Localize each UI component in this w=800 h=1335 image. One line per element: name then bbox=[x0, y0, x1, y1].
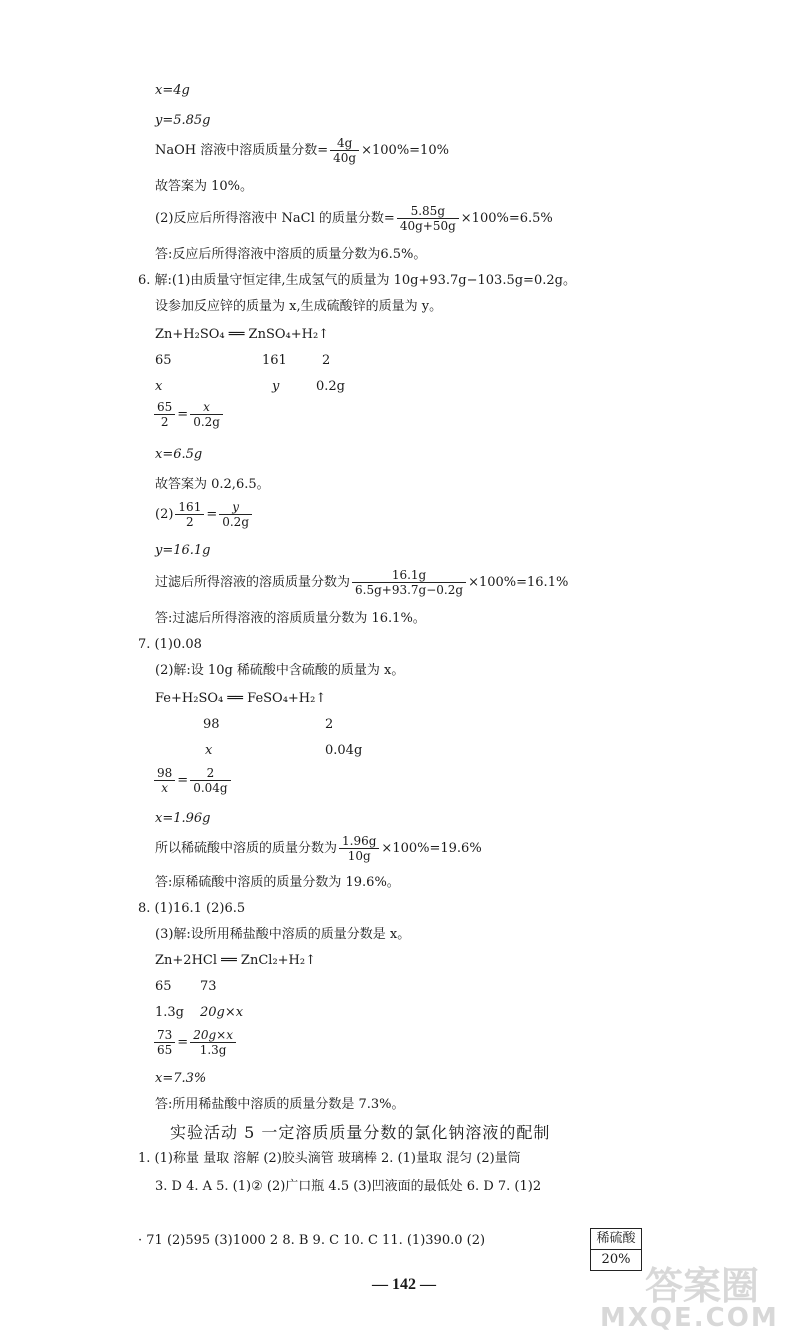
fraction-denominator: 0.2g bbox=[193, 415, 220, 429]
watermark-text-url: MXQE.COM bbox=[600, 1303, 779, 1333]
q8-mass-65: 65 bbox=[155, 979, 172, 994]
q8-answer: 答:所用稀盐酸中溶质的质量分数是 7.3%。 bbox=[155, 1097, 405, 1112]
naoh-fraction bbox=[330, 136, 359, 165]
fraction-denominator: 40g+50g bbox=[399, 219, 456, 233]
answers-line-1: 1. (1)称量 量取 溶解 (2)胶头滴管 玻璃棒 2. (1)量取 混匀 (2)量筒 bbox=[138, 1151, 521, 1166]
q6-filtrate-fraction bbox=[155, 568, 568, 598]
nacl-text: (2)反应后所得溶液中 NaCl 的质量分数= bbox=[155, 211, 395, 226]
fraction-2-0-04g bbox=[190, 766, 230, 795]
q6-y-result: y=16.1g bbox=[155, 543, 211, 558]
fraction-denominator: 2 bbox=[160, 415, 169, 429]
q6-var-0-2g: 0.2g bbox=[316, 379, 345, 394]
fraction-numerator: 5.85g bbox=[397, 204, 459, 219]
fraction-x-0-2g bbox=[190, 400, 223, 429]
fraction-numerator: 16.1g bbox=[352, 568, 466, 583]
q6-filtrate-result: ×100%=16.1% bbox=[468, 575, 569, 590]
q7-equation: Fe+H₂SO₄ ══ FeSO₄+H₂↑ bbox=[155, 691, 327, 706]
q6-part2-label: (2) bbox=[155, 507, 174, 522]
q8-part1-2: 8. (1)16.1 (2)6.5 bbox=[138, 901, 246, 916]
q7-acid-text: 所以稀硫酸中溶质的质量分数为 bbox=[155, 841, 338, 856]
q6-filtrate-text: 过滤后所得溶液的溶质质量分数为 bbox=[155, 575, 351, 590]
q6-proportion-2: (2) $\frac{161}{2}$ = $\frac{y}{0.2g}$ bbox=[155, 500, 254, 530]
q6-mass-65: 65 bbox=[155, 353, 172, 368]
line-y-value: y=5.85g bbox=[155, 113, 211, 128]
fraction-denominator: 65 bbox=[157, 1043, 173, 1057]
line-answer-6-5: 答:反应后所得溶液中溶质的质量分数为6.5%。 bbox=[155, 247, 427, 262]
fraction-161-2 bbox=[175, 500, 204, 529]
q6-mass-161: 161 bbox=[262, 353, 287, 368]
fraction-denominator: 10g bbox=[347, 849, 371, 863]
fraction-y-0-2g bbox=[219, 500, 252, 529]
fraction-numerator: 1.96g bbox=[339, 834, 379, 849]
fraction-73-65 bbox=[154, 1028, 175, 1057]
fraction-numerator: 4g bbox=[330, 136, 359, 151]
line-nacl-fraction bbox=[155, 204, 553, 234]
naoh-text: NaOH 溶液中溶质质量分数= bbox=[155, 143, 329, 158]
watermark-text-cn: 答案圈 bbox=[645, 1264, 760, 1308]
answers-line-2: 3. D 4. A 5. (1)② (2)广口瓶 4.5 (3)凹液面的最低处 6. D 7. (1)2 bbox=[155, 1179, 542, 1194]
q8-assume: (3)解:设所用稀盐酸中溶质的质量分数是 x。 bbox=[155, 927, 411, 942]
line-x-value: x=4g bbox=[155, 83, 190, 98]
fraction-98-x bbox=[154, 766, 175, 795]
filtrate-fraction bbox=[352, 568, 466, 597]
q6-assume: 设参加反应锌的质量为 x,生成硫酸锌的质量为 y。 bbox=[155, 299, 443, 314]
q7-mass-2: 2 bbox=[325, 717, 334, 732]
q6-equation: Zn+H₂SO₄ ══ ZnSO₄+H₂↑ bbox=[155, 327, 330, 342]
line-answer-10: 故答案为 10%。 bbox=[155, 179, 254, 194]
fraction-numerator: x bbox=[190, 400, 223, 415]
fraction-numerator: 65 bbox=[154, 400, 175, 415]
q7-acid-result: ×100%=19.6% bbox=[381, 841, 482, 856]
line-naoh-fraction bbox=[155, 136, 449, 166]
fraction-numerator: 98 bbox=[154, 766, 175, 781]
q6-var-y: y bbox=[272, 379, 280, 394]
fraction-denominator: x bbox=[161, 781, 169, 795]
fraction-numerator: 2 bbox=[190, 766, 230, 781]
q7-var-0-04g: 0.04g bbox=[325, 743, 363, 758]
q7-assume: (2)解:设 10g 稀硫酸中含硫酸的质量为 x。 bbox=[155, 663, 405, 678]
q7-answer: 答:原稀硫酸中溶质的质量分数为 19.6%。 bbox=[155, 875, 400, 890]
nacl-fraction bbox=[397, 204, 459, 233]
q8-x-result: x=7.3% bbox=[155, 1071, 207, 1086]
fraction-numerator: 73 bbox=[154, 1028, 175, 1043]
page-number: — 142 — bbox=[372, 1276, 436, 1293]
q6-mass-2: 2 bbox=[322, 353, 331, 368]
q8-var-20gx: 20g×x bbox=[200, 1005, 244, 1020]
q6-proportion-1: $\frac{65}{2}$ = $\frac{x}{0.2g}$ bbox=[152, 400, 225, 430]
q7-proportion: $\frac{98}{x}$ = $\frac{2}{0.04g}$ bbox=[152, 766, 233, 796]
q6-var-x: x bbox=[155, 379, 163, 394]
q6-answer-1: 故答案为 0.2,6.5。 bbox=[155, 477, 270, 492]
q6-x-result: x=6.5g bbox=[155, 447, 203, 462]
reagent-label-percent: 20% bbox=[601, 1252, 631, 1267]
acid-fraction bbox=[339, 834, 379, 863]
fraction-denominator: 0.2g bbox=[222, 515, 249, 529]
fraction-numerator: 20g×x bbox=[190, 1028, 236, 1043]
fraction-numerator: 161 bbox=[175, 500, 204, 515]
q7-mass-98: 98 bbox=[203, 717, 220, 732]
q8-proportion: $\frac{73}{65}$ = $\frac{20g\times x}{1.3g}$ bbox=[152, 1028, 238, 1058]
q6-answer-2: 答:过滤后所得溶液的溶质质量分数为 16.1%。 bbox=[155, 611, 426, 626]
fraction-20gx-1-3g bbox=[190, 1028, 236, 1057]
answers-line-3: · 71 (2)595 (3)1000 2 8. B 9. C 10. C 11. (1)390.0 (2) bbox=[138, 1233, 486, 1248]
reagent-label-name: 稀硫酸 bbox=[591, 1229, 641, 1250]
fraction-denominator: 40g bbox=[333, 151, 357, 165]
q8-var-1-3g: 1.3g bbox=[155, 1005, 184, 1020]
q8-equation: Zn+2HCl ══ ZnCl₂+H₂↑ bbox=[155, 953, 316, 968]
q7-part1: 7. (1)0.08 bbox=[138, 637, 202, 652]
fraction-denominator: 2 bbox=[186, 515, 194, 529]
q6-step1: 6. 解:(1)由质量守恒定律,生成氢气的质量为 10g+93.7g−103.5g=0.2g。 bbox=[138, 273, 576, 288]
fraction-denominator: 0.04g bbox=[193, 781, 228, 795]
q7-x-result: x=1.96g bbox=[155, 811, 211, 826]
q7-var-x: x bbox=[205, 743, 213, 758]
fraction-denominator: 6.5g+93.7g−0.2g bbox=[355, 583, 464, 597]
naoh-result: ×100%=10% bbox=[361, 143, 449, 158]
fraction-numerator: y bbox=[219, 500, 252, 515]
section-title: 实验活动 5 一定溶质质量分数的氯化钠溶液的配制 bbox=[170, 1123, 551, 1142]
q7-acid-fraction bbox=[155, 834, 482, 864]
q8-mass-73: 73 bbox=[200, 979, 217, 994]
watermark-logo bbox=[595, 1255, 795, 1335]
nacl-result: ×100%=6.5% bbox=[460, 211, 553, 226]
fraction-65-2 bbox=[154, 400, 175, 429]
fraction-denominator: 1.3g bbox=[199, 1043, 227, 1057]
